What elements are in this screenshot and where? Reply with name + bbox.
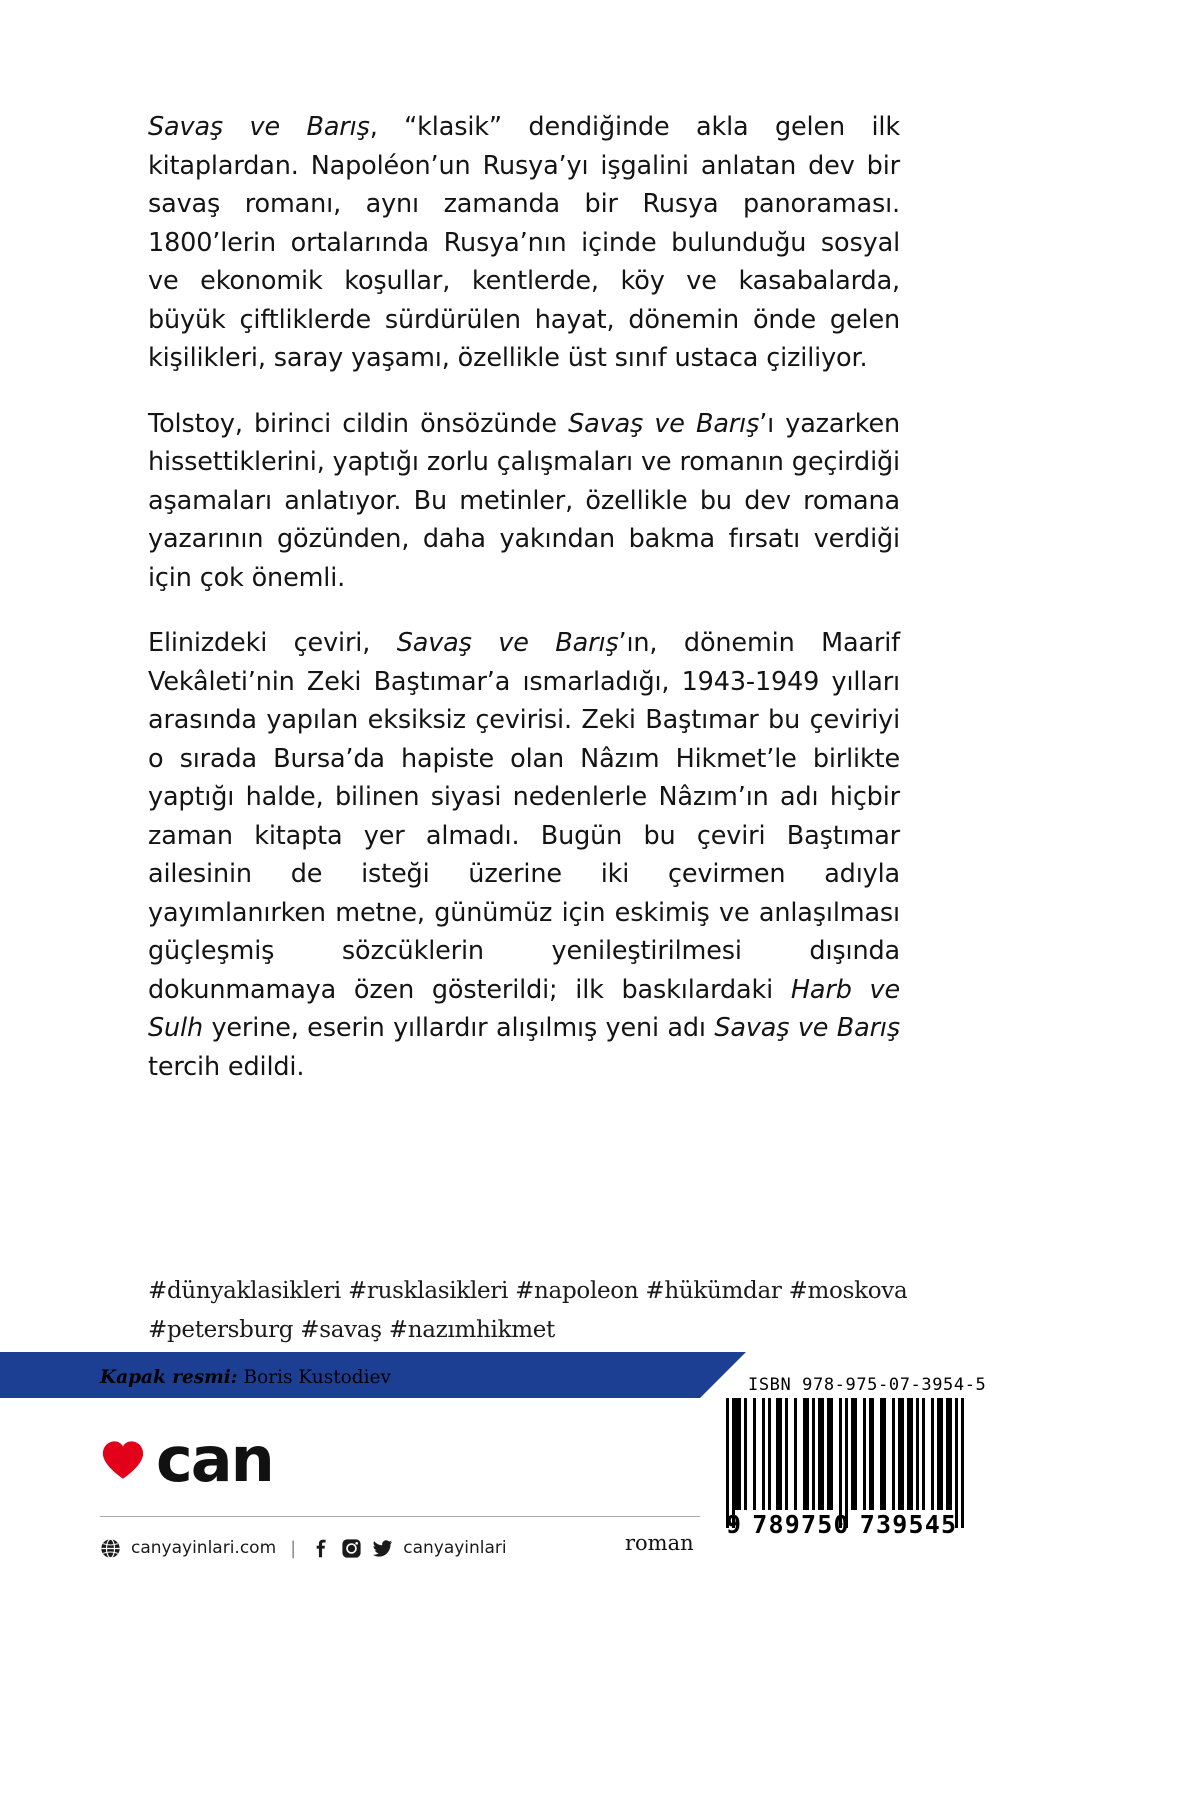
blurb-text-block (148, 108, 900, 1086)
twitter-icon[interactable] (372, 1538, 393, 1559)
facebook-icon[interactable] (310, 1538, 331, 1559)
blurb-paragraph-3 (148, 624, 900, 1086)
text-run: ’ı yazarken hissettiklerini, yaptığı zorlu çalışmaları ve romanın geçirdiği aşamaları anlatıyor. Bu metinler, özellikle bu dev romana yazarının gözünden, daha yakından bakma fırsatı verdiği için çok önemli. (148, 408, 900, 593)
barcode-bars (726, 1398, 964, 1516)
barcode-digit-group-left: 9 (726, 1510, 743, 1539)
footer-separator-1: | (290, 1537, 297, 1559)
title-italic: Savaş ve Barış (568, 408, 760, 439)
text-run: Tolstoy, birinci cildin önsözünde (148, 408, 569, 439)
cover-credit (100, 1367, 391, 1388)
barcode-bar (961, 1398, 964, 1528)
hashtag-block (148, 1272, 908, 1350)
genre-label: roman (625, 1531, 694, 1555)
globe-icon[interactable] (100, 1538, 121, 1559)
instagram-icon[interactable] (341, 1538, 362, 1559)
blurb-paragraph-1 (148, 108, 900, 378)
barcode-digits (726, 1510, 964, 1539)
cover-credit-value: Boris Kustodiev (237, 1367, 391, 1388)
publisher-logo-text: can (156, 1423, 273, 1496)
text-run: , “klasik” dendiğinde akla gelen ilk kitaplardan. Napoléon’un Rusya’yı işgalini anlatan dev bir savaş romanı, aynı zamanda bir Rusya panoraması. 1800’lerin ortalarında Rusya’nın içinde bulunduğu sosyal ve ekonomik koşullar, kentlerde, köy ve kasabalarda, büyük çiftliklerde sürdürülen hayat, dönemin önde gelen kişilikleri, saray yaşamı, özellikle üst sınıf ustaca çiziliyor. (148, 112, 900, 373)
hashtag-line-1: #dünyaklasikleri #rusklasikleri #napoleon #hükümdar #moskova (148, 1278, 908, 1304)
blurb-paragraph-2 (148, 405, 900, 598)
hashtag-line-2: #petersburg #savaş #nazımhikmet (148, 1317, 555, 1343)
title-italic: Savaş ve Barış (148, 112, 370, 142)
text-run: Elinizdeki çeviri, (148, 628, 397, 658)
title-italic: Savaş ve Barış (714, 1013, 900, 1043)
barcode-digit-group-right: 739545 (859, 1510, 958, 1539)
cover-credit-label: Kapak resmi: (100, 1367, 238, 1388)
publisher-logo (100, 1425, 300, 1495)
text-run: tercih edildi. (148, 1051, 305, 1082)
website-text[interactable]: canyayinlari.com (131, 1538, 277, 1558)
barcode (726, 1398, 964, 1543)
text-run: yerine, eserin yıllardır alışılmış yeni adı (203, 1013, 715, 1043)
barcode-digit-group-mid: 789750 (752, 1510, 850, 1539)
text-run: ’ın, dönemin Maarif Vekâleti’nin Zeki Baştımar’a ısmarladığı, 1943-1949 yılları arasında yapılan eksiksiz çevirisi. Zeki Baştımar bu çeviriyi o sırada Bursa’da hapiste olan Nâzım Hikmet’le birlikte yaptığı halde, bilinen siyasi nedenlerle Nâzım’ın adı hiçbir zaman kitapta yer almadı. Bugün bu çeviri Baştımar ailesinin de isteği üzerine iki çevirmen adıyla yayımlanırken metne, günümüz için eskimiş ve anlaşılması güçleşmiş sözcüklerin yenileştirilmesi dışında dokunmamaya özen gösterildi; ilk baskılardaki (148, 628, 901, 1005)
footer-divider (100, 1516, 700, 1517)
title-italic: Harb ve Sulh (148, 974, 900, 1043)
footer-social-row (100, 1530, 700, 1566)
heart-icon (100, 1437, 146, 1483)
isbn-text: ISBN 978-975-07-3954-5 (748, 1375, 987, 1395)
social-handle-text[interactable]: canyayinlari (403, 1538, 507, 1558)
title-italic: Savaş ve Barış (396, 628, 619, 658)
